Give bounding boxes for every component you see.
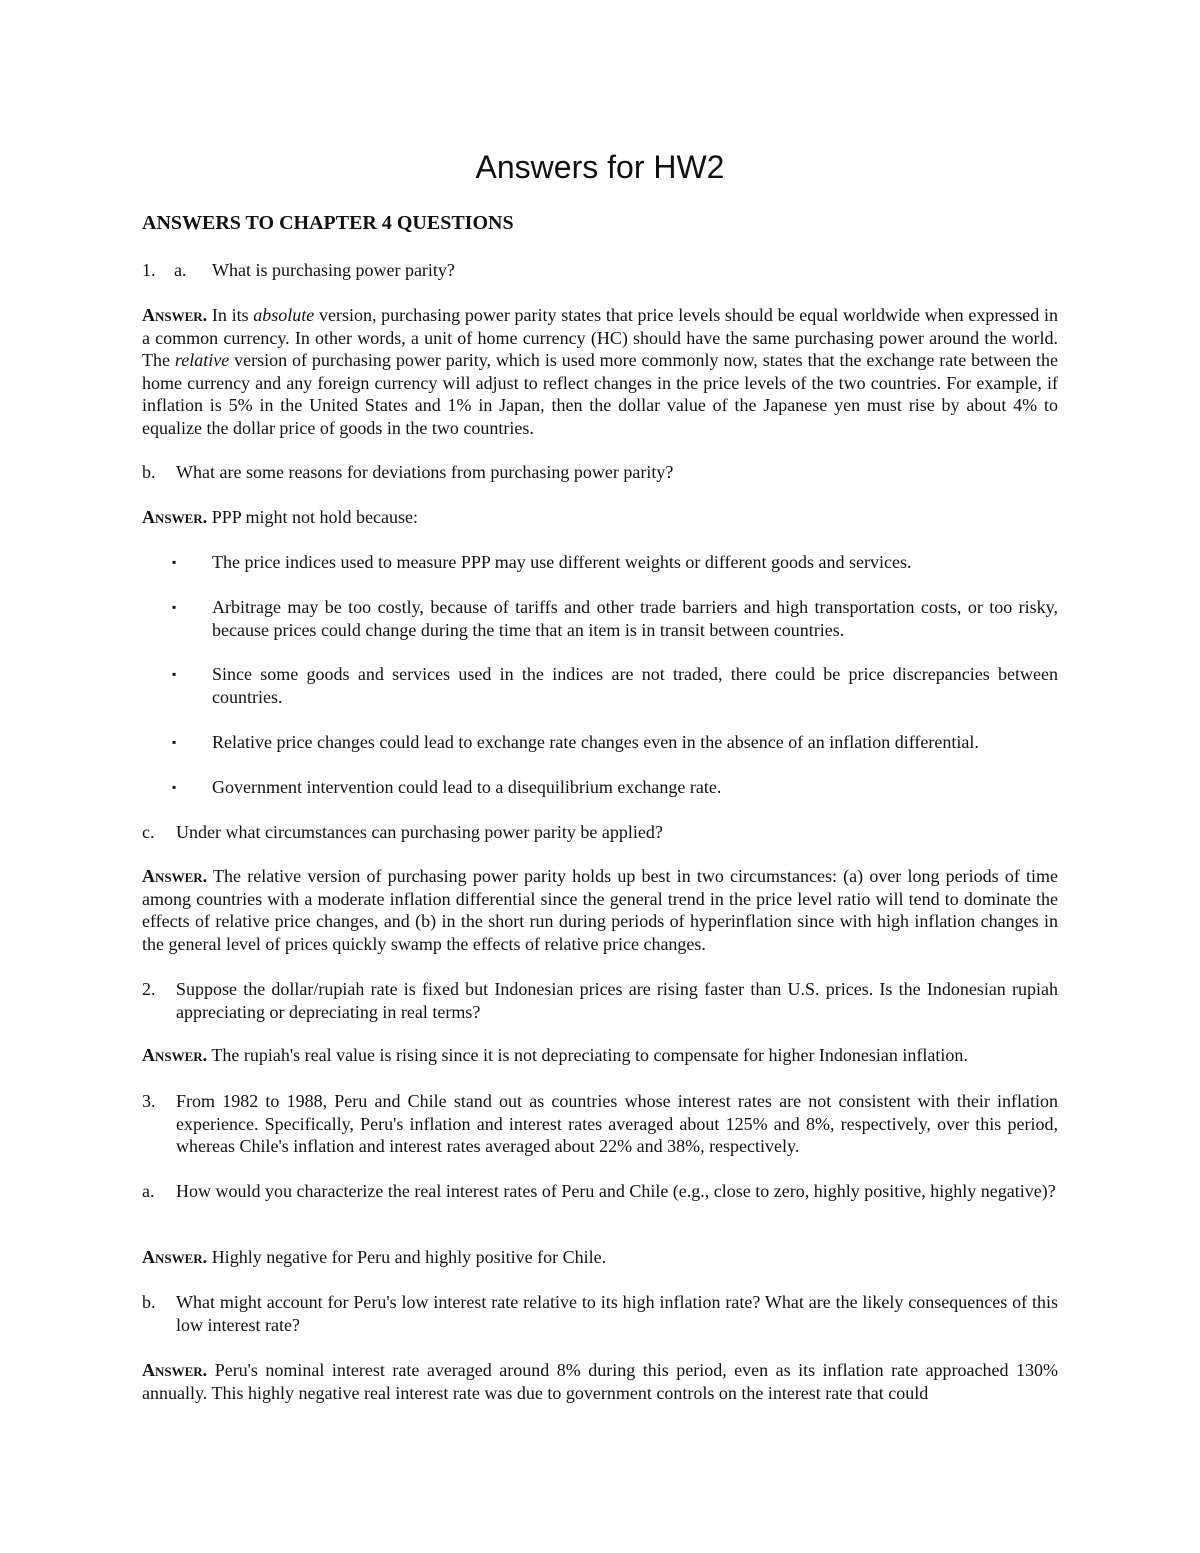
bullet-item: [172, 596, 1058, 641]
answer-label: Answer.: [142, 1360, 208, 1380]
answer-label: Answer.: [142, 866, 208, 886]
bullet-text: Government intervention could lead to a disequilibrium exchange rate.: [212, 777, 722, 797]
bullet-icon: ▪: [172, 667, 177, 681]
question-sub-label: a.: [174, 260, 187, 280]
answer-label: Answer.: [142, 507, 208, 527]
bullet-item: [172, 731, 1058, 754]
answer-text: In its: [211, 305, 254, 325]
question-2: [142, 978, 1058, 1023]
answer-1c: [142, 865, 1058, 955]
question-text: Under what circumstances can purchasing power parity be applied?: [176, 822, 663, 842]
answer-1a: [142, 304, 1058, 439]
answer-text: version, purchasing power parity states that price levels should be equal worldwide when expressed in a common currency. In other words, a unit of home currency (HC) should have the same purchasing power around the world. The: [142, 305, 1058, 370]
answer-text: The relative version of purchasing power parity holds up best in two circumstances: (a) over long periods of time among countries with a moderate inflation differential since the general trend in the price level ratio will tend to dominate the effects of relative price changes, and (b) in the short run during periods of hyperinflation since with high inflation changes in the general level of prices quickly swamp the effects of relative price changes.: [142, 866, 1058, 954]
answer-text: The rupiah's real value is rising since it is not depreciating to compensate for higher Indonesian inflation.: [211, 1045, 968, 1065]
question-3a: [142, 1180, 1058, 1203]
bullet-text: The price indices used to measure PPP may use different weights or different goods and services.: [212, 552, 912, 572]
answer-text: PPP might not hold because:: [211, 507, 419, 527]
question-text: What are some reasons for deviations from purchasing power parity?: [176, 462, 674, 482]
question-sub-label: c.: [142, 822, 155, 842]
bullet-text: Relative price changes could lead to exchange rate changes even in the absence of an inflation differential.: [212, 732, 979, 752]
bullet-item: [172, 663, 1058, 708]
question-3: [142, 1090, 1058, 1158]
question-text: How would you characterize the real interest rates of Peru and Chile (e.g., close to zero, highly positive, highly negative)?: [176, 1181, 1056, 1201]
question-number: 1.: [142, 260, 156, 280]
bullet-item: [172, 776, 1058, 799]
bullet-icon: ▪: [172, 780, 177, 794]
answer-text: version of purchasing power parity, which is used more commonly now, states that the exchange rate between the home currency and any foreign currency will adjust to reflect changes in the price levels of the two countries. For example, if inflation is 5% in the United States and 1% in Japan, then the dollar value of the Japanese yen must rise by about 4% to equalize the dollar price of goods in the two countries.: [142, 350, 1059, 438]
question-sub-label: b.: [142, 1292, 156, 1312]
question-1b: [142, 461, 1058, 484]
question-text: Suppose the dollar/rupiah rate is fixed but Indonesian prices are rising faster than U.S. prices. Is the Indonesian rupiah appreciating or depreciating in real terms?: [176, 979, 1058, 1022]
question-text: What is purchasing power parity?: [212, 260, 455, 280]
answer-2: [142, 1044, 1058, 1067]
answer-3b: [142, 1359, 1058, 1404]
question-3b: [142, 1291, 1058, 1336]
question-1c: [142, 821, 1058, 844]
bullet-item: [172, 551, 1058, 574]
question-text: What might account for Peru's low interest rate relative to its high inflation rate? What are the likely consequences of this low interest rate?: [176, 1292, 1058, 1335]
question-sub-label: a.: [142, 1181, 155, 1201]
bullet-text: Since some goods and services used in the indices are not traded, there could be price discrepancies between countries.: [212, 664, 1058, 707]
question-text: From 1982 to 1988, Peru and Chile stand out as countries whose interest rates are not consistent with their inflation experience. Specifically, Peru's inflation and interest rates averaged about 125% and 8%, respectively, over this period, whereas Chile's inflation and interest rates averaged about 22% and 38%, respectively.: [176, 1091, 1058, 1156]
question-sub-label: b.: [142, 462, 156, 482]
bullet-icon: ▪: [172, 555, 177, 569]
question-number: 3.: [142, 1091, 156, 1111]
answer-emphasis: relative: [174, 350, 230, 370]
answer-label: Answer.: [142, 1045, 208, 1065]
document-title: Answers for HW2: [475, 149, 725, 185]
answer-text: Peru's nominal interest rate averaged around 8% during this period, even as its inflation rate approached 130% annually. This highly negative real interest rate was due to government controls on the interest rate that could: [142, 1360, 1059, 1403]
chapter-heading: ANSWERS TO CHAPTER 4 QUESTIONS: [142, 212, 514, 234]
answer-label: Answer.: [142, 305, 208, 325]
bullet-icon: ▪: [172, 735, 177, 749]
question-number: 2.: [142, 979, 156, 999]
answer-emphasis: absolute: [253, 305, 315, 325]
answer-text: Highly negative for Peru and highly positive for Chile.: [211, 1247, 607, 1267]
bullet-icon: ▪: [172, 600, 177, 614]
answer-label: Answer.: [142, 1247, 208, 1267]
bullet-text: Arbitrage may be too costly, because of tariffs and other trade barriers and high transportation costs, or too risky, because prices could change during the time that an item is in transit between countries.: [212, 597, 1058, 640]
answer-3a: [142, 1246, 1058, 1269]
answer-1b: [142, 506, 1058, 529]
